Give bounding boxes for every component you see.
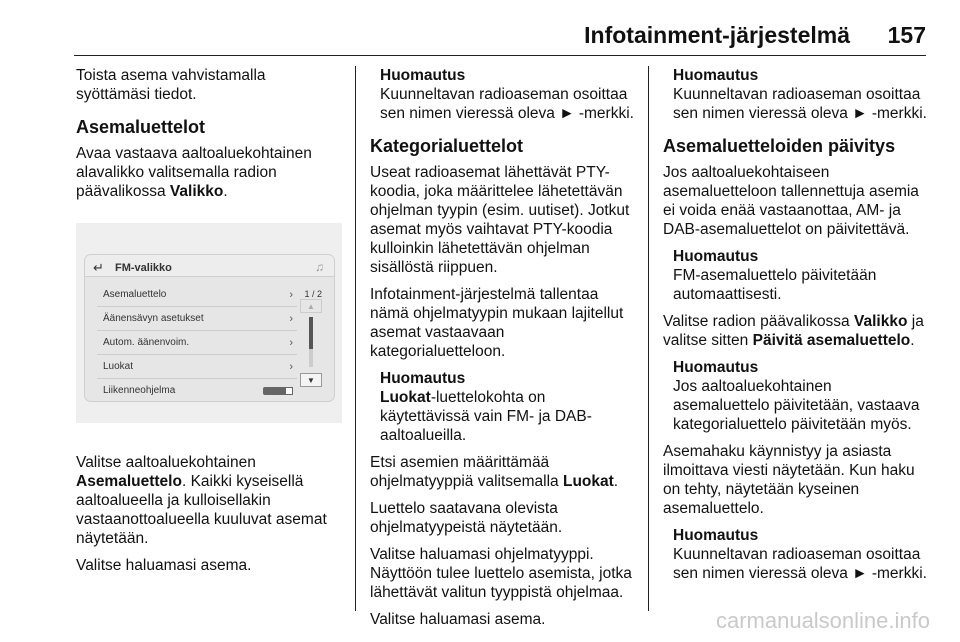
paragraph: Jos aaltoaluekohtaiseen asemaluetteloon tallennettuja asemia ei voida enää vastaanottaa, AM- ja DAB-asemaluettelot on päivitettävä.	[663, 164, 919, 238]
menu-item-auto-volume[interactable]: Autom. äänenvoim. ›	[97, 331, 297, 355]
chevron-right-icon: ›	[289, 289, 293, 301]
chevron-right-icon: ›	[289, 361, 293, 373]
screen-title-bar	[85, 255, 334, 277]
column-divider-2	[648, 66, 649, 611]
ui-term: Valikko	[854, 313, 908, 330]
paragraph: Etsi asemien määrittämää ohjelmatyyppiä valitsemalla Luokat.	[370, 454, 619, 490]
chevron-right-icon: ›	[289, 313, 293, 325]
fm-menu-screen	[85, 255, 334, 401]
page-number: 157	[887, 22, 926, 48]
paragraph: Useat radioasemat lähettävät PTY-koodia, joka määrittelee lähetettävän ohjelman tyypin (esim. uutiset). Jotkut asemat myös vaihtavat PTY-koodia kulloinkin lähetettävän ohjelman sisällöstä riippuen.	[370, 164, 630, 276]
note-text: Kuunneltavan radioaseman osoittaa sen nimen vieressä oleva ► -merkki.	[380, 86, 634, 122]
scroll-up-button[interactable]: ▲	[300, 299, 322, 313]
paragraph: Asemahaku käynnistyy ja asiasta ilmoittava viesti näytetään. Kun haku on tehty, näytetään kyseinen asemaluettelo.	[663, 443, 915, 517]
note-text: -luettelokohta on käytettävissä vain FM- ja DAB-aaltoalueilla.	[380, 389, 592, 444]
note-box	[673, 526, 929, 583]
note-text: Kuunneltavan radioaseman osoittaa sen nimen vieressä oleva ► -merkki.	[673, 86, 927, 122]
ui-term: Asemaluettelo	[76, 473, 182, 490]
note-box	[380, 66, 636, 123]
chapter-title: Infotainment-järjestelmä	[584, 22, 850, 48]
scrollbar-thumb[interactable]	[309, 317, 313, 349]
note-box	[673, 66, 929, 123]
note-text: Kuunneltavan radioaseman osoittaa sen nimen vieressä oleva ► -merkki.	[673, 546, 927, 582]
menu-item-traffic-program[interactable]: Liikenneohjelma	[97, 379, 297, 401]
heading-station-lists: Asemaluettelot	[76, 117, 206, 137]
column-2	[370, 66, 636, 637]
menu-list	[97, 283, 297, 401]
paragraph: Valitse aaltoaluekohtainen Asemaluettelo. Kaikki kyseisellä aaltoalueella ja kulloisellakin vastaanottoalueella kuuluvat asemat näytetään.	[76, 454, 327, 547]
watermark: carmanualsonline.info	[715, 608, 930, 633]
ui-term: Valikko	[169, 183, 224, 200]
ui-term: Luokat	[380, 389, 431, 406]
scrollbar[interactable]	[309, 317, 313, 367]
note-title: Huomautus	[673, 67, 759, 84]
intro-paragraph: Toista asema vahvistamalla syöttämäsi tiedot.	[76, 67, 266, 103]
toggle-switch[interactable]	[263, 387, 293, 395]
note-box	[673, 358, 929, 434]
column-1	[76, 66, 342, 583]
back-icon[interactable]: ↵	[93, 260, 104, 275]
note-box	[673, 247, 929, 304]
heading-category-lists: Kategorialuettelot	[370, 136, 524, 156]
paragraph: Valitse radion päävalikossa Valikko ja valitse sitten Päivitä asemaluettelo.	[663, 313, 924, 349]
paragraph: Valitse haluamasi asema.	[76, 557, 252, 574]
heading-list-update: Asemaluetteloiden päivitys	[663, 136, 896, 156]
paragraph: Luettelo saatavana olevista ohjelmatyypeistä näytetään.	[370, 500, 563, 536]
paragraph: Infotainment-järjestelmä tallentaa nämä ohjelmatyypin mukaan lajitellut asemat vastaavaan kategorialuetteloon.	[370, 286, 624, 360]
note-title: Huomautus	[673, 527, 759, 544]
menu-item-station-list[interactable]: Asemaluettelo ›	[97, 283, 297, 307]
chevron-right-icon: ›	[289, 337, 293, 349]
menu-item-categories[interactable]: Luokat ›	[97, 355, 297, 379]
page-header	[0, 0, 960, 56]
paragraph: Valitse haluamasi ohjelmatyyppi. Näyttöön tulee luettelo asemista, jotka lähettävät valitun tyyppistä ohjelmaa.	[370, 546, 632, 601]
screen-figure	[76, 223, 342, 423]
menu-item-tone-settings[interactable]: Äänensävyn asetukset ›	[97, 307, 297, 331]
note-title: Huomautus	[380, 67, 466, 84]
page-indicator: 1 / 2	[304, 289, 322, 299]
header-divider	[74, 55, 926, 56]
ui-term: Luokat	[562, 473, 614, 490]
music-note-icon: ♫	[315, 260, 324, 274]
paragraph: Valitse haluamasi asema.	[370, 611, 546, 628]
note-title: Huomautus	[673, 248, 759, 265]
note-title: Huomautus	[673, 359, 759, 376]
note-text: Jos aaltoaluekohtainen asemaluettelo päivitetään, vastaava kategorialuettelo päivitetään myös.	[673, 378, 920, 433]
paragraph: Avaa vastaava aaltoaluekohtainen alavalikko valitsemalla radion päävalikossa Valikko.	[76, 145, 312, 200]
scroll-down-button[interactable]: ▼	[300, 373, 322, 387]
ui-term: Päivitä asemaluettelo	[752, 332, 911, 349]
note-text: FM-asemaluettelo päivitetään automaattisesti.	[673, 267, 877, 303]
column-3	[663, 66, 929, 591]
note-box	[380, 369, 636, 445]
column-divider-1	[355, 66, 356, 611]
note-title: Huomautus	[380, 370, 466, 387]
screen-title: FM-valikko	[115, 262, 172, 274]
